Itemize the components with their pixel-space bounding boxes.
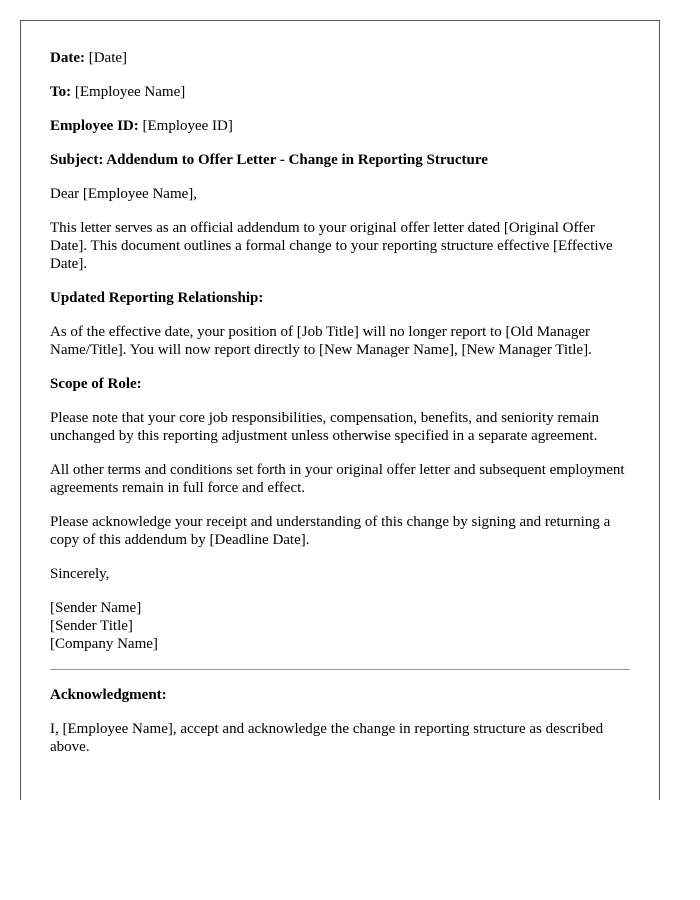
reporting-heading: Updated Reporting Relationship:: [50, 290, 264, 306]
sender-name: [Sender Name]: [50, 600, 142, 616]
employee-id-label: Employee ID:: [50, 118, 139, 134]
acknowledge-request-paragraph: Please acknowledge your receipt and understanding of this change by signing and returning a copy of this addendum by [Deadline Date].: [50, 514, 611, 548]
subject-line: Subject: Addendum to Offer Letter - Change in Reporting Structure: [50, 152, 488, 168]
employee-id-value: [Employee ID]: [138, 118, 233, 134]
company-name: [Company Name]: [50, 636, 158, 652]
terms-paragraph: All other terms and conditions set forth in your original offer letter and subsequent employment agreements remain in full force and effect.: [50, 462, 625, 496]
section-divider: [50, 669, 630, 670]
letter-page: [20, 20, 660, 800]
salutation: Dear [Employee Name],: [50, 186, 198, 202]
scope-paragraph: Please note that your core job responsibilities, compensation, benefits, and seniority remain unchanged by this reporting adjustment unless otherwise specified in a separate agreement.: [50, 410, 600, 444]
date-line: [50, 49, 630, 67]
acknowledgment-heading: Acknowledgment:: [50, 687, 167, 703]
signature-block: [50, 599, 630, 653]
scope-heading: Scope of Role:: [50, 376, 142, 392]
to-value: [Employee Name]: [71, 84, 186, 100]
acknowledgment-paragraph: I, [Employee Name], accept and acknowledge the change in reporting structure as described above.: [50, 721, 604, 755]
to-line: [50, 83, 630, 101]
to-label: To:: [50, 84, 72, 100]
intro-paragraph: This letter serves as an official addendum to your original offer letter dated [Original Offer Date]. This document outlines a formal change to your reporting structure effective [Effective Date].: [50, 220, 613, 272]
sign-off: Sincerely,: [50, 566, 110, 582]
sender-title: [Sender Title]: [50, 618, 133, 634]
date-label: Date:: [50, 50, 85, 66]
reporting-paragraph: As of the effective date, your position of [Job Title] will no longer report to [Old Manager Name/Title]. You will now report directly to [New Manager Name], [New Manager Title].: [50, 324, 592, 358]
employee-id-line: [50, 117, 630, 135]
date-value: [Date]: [84, 50, 128, 66]
